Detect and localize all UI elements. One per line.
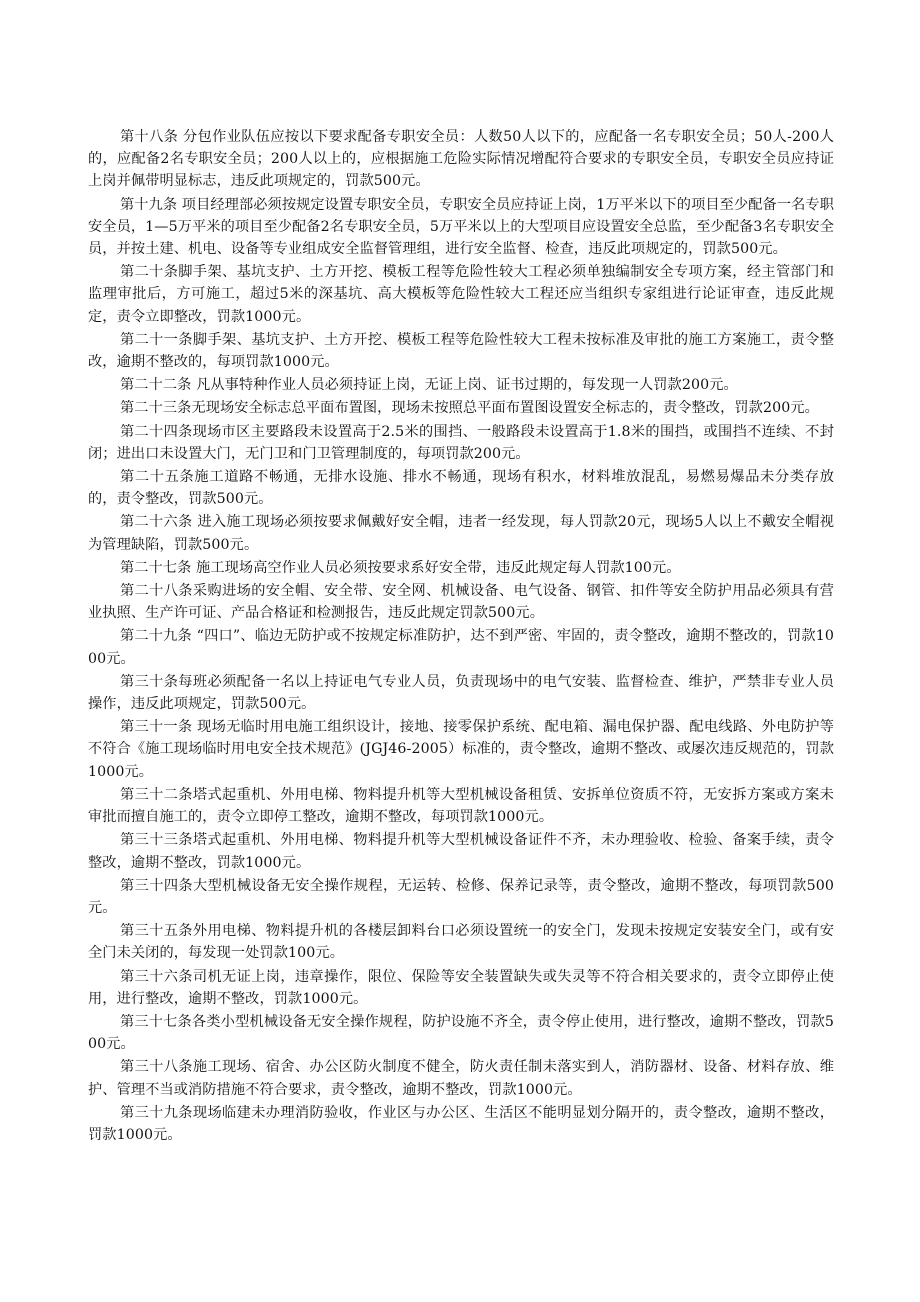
article-22: 第二十二条 凡从事特种作业人员必须持证上岗，无证上岗、证书过期的，每发现一人罚款200元。: [120, 377, 738, 394]
article-28: 第二十八条采购进场的安全帽、安全带、安全网、机械设备、电气设备、钢管、扣件等安全防护用品必须具有营业执照、生产许可证、产品合格证和检测报告，违反此规定罚款500元。: [88, 583, 834, 622]
article-19: 第十九条 项目经理部必须按规定设置专职安全员，专职安全员应持证上岗，1万平米以下的项目至少配备一名专职安全员，1—5万平米的项目至少配备2名专职安全员，5万平米以上的大型项目应设置安全总监，至少配备3名专职安全员，并按土建、机电、设备等专业组成安全监督管理组，进行安全监督、检查，违反此项规定的，罚款500元。: [88, 196, 834, 258]
article-26: 第二十六条 进入施工现场必须按要求佩戴好安全帽，违者一经发现，每人罚款20元，现场5人以上不戴安全帽视为管理缺陷，罚款500元。: [88, 514, 834, 553]
article-38: 第三十八条施工现场、宿舍、办公区防火制度不健全，防火责任制未落实到人，消防器材、设备、材料存放、维护、管理不当或消防措施不符合要求，责令整改，逾期不整改，罚款1000元。: [88, 1059, 834, 1098]
article-20: 第二十条脚手架、基坑支护、土方开挖、模板工程等危险性较大工程必须单独编制安全专项方案，经主管部门和监理审批后，方可施工，超过5米的深基坑、高大模板等危险性较大工程还应当组织专家组进行论证审查，违反此规定，责令立即整改，罚款1000元。: [88, 264, 834, 325]
article-21: 第二十一条脚手架、基坑支护、土方开挖、模板工程等危险性较大工程未按标准及审批的施工方案施工，责令整改，逾期不整改的，每项罚款1000元。: [88, 331, 834, 371]
article-30: 第三十条每班必须配备一名以上持证电气专业人员，负责现场中的电气安装、监督检查、维护，严禁非专业人员操作，违反此项规定，罚款500元。: [88, 673, 834, 713]
article-37: 第三十七条各类小型机械设备无安全操作规程，防护设施不齐全，责令停止使用，进行整改，逾期不整改，罚款500元。: [88, 1013, 834, 1053]
article-29: 第二十九条 “四口”、临边无防护或不按规定标准防护，达不到严密、牢固的，责令整改，逾期不整改的，罚款1000元。: [88, 628, 834, 667]
article-24: 第二十四条现场市区主要路段未设置高于2.5米的围挡、一般路段未设置高于1.8米的围挡，或围挡不连续、不封闭；进出口未设置大门，无门卫和门卫管理制度的，每项罚款200元。: [88, 423, 834, 462]
article-18: 第十八条 分包作业队伍应按以下要求配备专职安全员：人数50人以下的，应配备一名专职安全员；50人-200人的，应配备2名专职安全员；200人以上的，应根据施工危险实际情况增配符合要求的专职安全员，专职安全员应持证上岗并佩带明显标志，违反此项规定的，罚款500元。: [88, 129, 834, 190]
article-35: 第三十五条外用电梯、物料提升机的各楼层卸料台口必须设置统一的安全门，发现未按规定安装安全门，或有安全门未关闭的，每发现一处罚款100元。: [88, 923, 834, 962]
article-32: 第三十二条塔式起重机、外用电梯、物料提升机等大型机械设备租赁、安拆单位资质不符，无安拆方案或方案未审批而擅自施工的，责令立即停工整改，逾期不整改，每项罚款1000元。: [88, 786, 834, 826]
article-31: 第三十一条 现场无临时用电施工组织设计，接地、接零保护系统、配电箱、漏电保护器、配电线路、外电防护等不符合《施工现场临时用电安全技术规范》(JGJ46-2005）标准的，责令整改，逾期不整改、或屡次违反规范的，罚款1000元。: [88, 719, 834, 780]
article-25: 第二十五条施工道路不畅通，无排水设施、排水不畅通，现场有积水，材料堆放混乱，易燃易爆品未分类存放的，责令整改，罚款500元。: [88, 469, 834, 508]
article-27: 第二十七条 施工现场高空作业人员必须按要求系好安全带，违反此规定每人罚款100元。: [120, 559, 681, 576]
article-23: 第二十三条无现场安全标志总平面布置图，现场未按照总平面布置图设置安全标志的，责令整改，罚款200元。: [120, 400, 819, 417]
article-36: 第三十六条司机无证上岗，违章操作，限位、保险等安全装置缺失或失灵等不符合相关要求的，责令立即停止使用，进行整改，逾期不整改，罚款1000元。: [88, 968, 834, 1007]
article-33: 第三十三条塔式起重机、外用电梯、物料提升机等大型机械设备证件不齐，未办理验收、检验、备案手续，责令整改，逾期不整改，罚款1000元。: [88, 832, 834, 871]
article-39: 第三十九条现场临建未办理消防验收，作业区与办公区、生活区不能明显划分隔开的，责令整改，逾期不整改，罚款1000元。: [88, 1104, 834, 1143]
document-body: [88, 126, 834, 1147]
article-34: 第三十四条大型机械设备无安全操作规程，无运转、检修、保养记录等，责令整改，逾期不整改，每项罚款500元。: [88, 877, 834, 916]
